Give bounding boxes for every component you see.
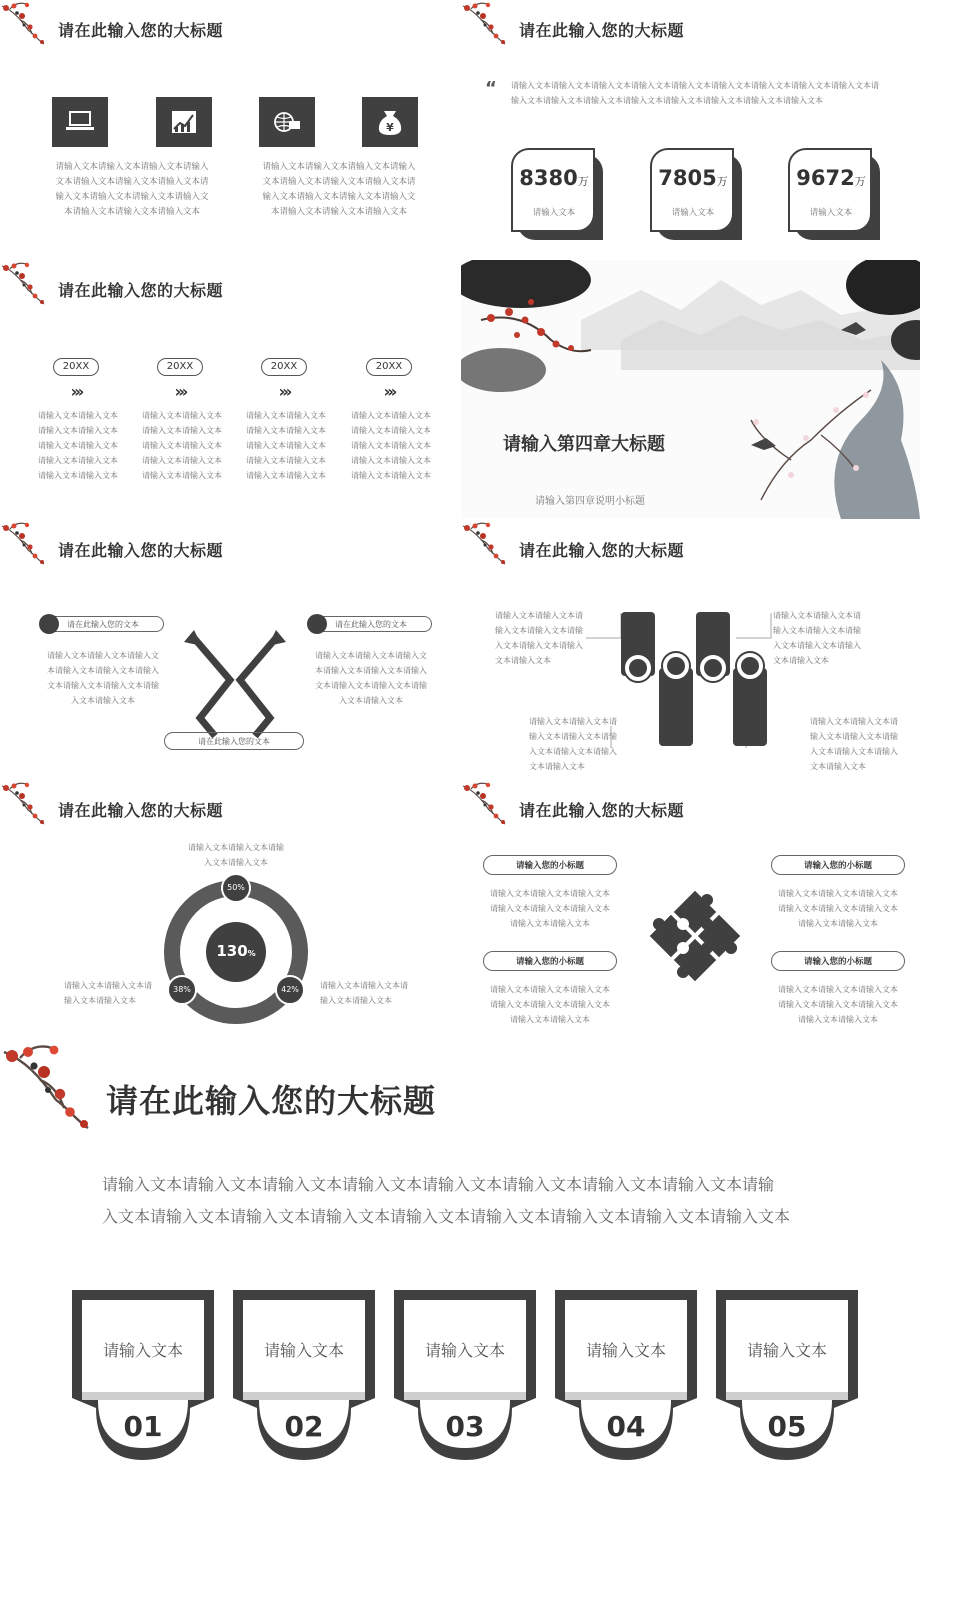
- crossing-arrows-graphic: [180, 628, 290, 738]
- quote-text: 请输入文本请输入文本请输入文本请输入文本请输入文本请输入文本请输入文本请输入文本请输入文本请输入文本请输入文本请输入文本请输入文本请输入文本请输入文本请输入文本请输入文本: [511, 81, 879, 105]
- stat-unit: 万: [577, 175, 589, 188]
- body-text-left: 请输入文本请输入文本请输入文本请输入文本请输入文本请输入文本请输入文本请输入文本请输入文本请输入文本: [47, 651, 159, 705]
- plum-blossom-decoration: [0, 780, 56, 830]
- text-bottom-left: 请输入文本请输入文本请输入文本请输入文本请输入文本请输入文本请输入文本请输入文本: [529, 717, 617, 771]
- card-number: 04: [606, 1410, 646, 1443]
- card-number: 01: [123, 1410, 163, 1443]
- bars-connector-graphic: [581, 608, 781, 758]
- money-bag-icon: [362, 97, 418, 147]
- numbered-card: [553, 1288, 699, 1468]
- label-text: 请在此输入您的文本: [335, 620, 407, 629]
- slide-title: 请在此输入您的大标题: [58, 541, 224, 560]
- timeline-text: 请输入文本请输入文本请输入文本请输入文本请输入文本请输入文本请输入文本请输入文本请输入文本请输入文本: [246, 411, 326, 480]
- user-icon: [307, 614, 327, 634]
- globe-screen-icon: [259, 97, 315, 147]
- label-pill-right: [308, 616, 432, 632]
- plum-blossom-decoration: [0, 260, 56, 310]
- numbered-card: [392, 1288, 538, 1468]
- body-text: 请输入文本请输入文本请输入文本请输入文本请输入文本请输入文本请输入文本请输入文本: [490, 889, 610, 928]
- slide-5: [0, 520, 459, 779]
- body-text-right: 请输入文本请输入文本请输入文本请输入文本请输入文本请输入文本请输入文本请输入文本请输入文本请输入文本: [315, 651, 427, 705]
- quote-mark-icon: “: [485, 78, 497, 99]
- plum-blossom-decoration: [0, 520, 56, 570]
- center-unit: %: [247, 949, 256, 958]
- slide-title: 请在此输入您的大标题: [106, 1082, 437, 1120]
- text-top-right: 请输入文本请输入文本请输入文本请输入文本请输入文本请输入文本请输入文本请输入文本: [773, 611, 861, 665]
- svg-text:¥: ¥: [386, 121, 394, 134]
- center-value: [206, 942, 266, 960]
- card-label: 请输入文本: [263, 1341, 344, 1360]
- card-number: 05: [767, 1410, 807, 1443]
- body-text-left: 请输入文本请输入文本请输入文本请输入文本请输入文本请输入文本请输入文本请输入文本请输入文本请输入文本请输入文本请输入文本请输入文本请输入文本: [55, 162, 209, 217]
- search-icon: [39, 614, 59, 634]
- label-pill-left: [40, 616, 164, 632]
- card-label: 请输入文本: [746, 1341, 827, 1360]
- stat-value: 7805: [658, 166, 717, 190]
- timeline-text: 请输入文本请输入文本请输入文本请输入文本请输入文本请输入文本请输入文本请输入文本请输入文本请输入文本: [351, 411, 431, 480]
- stat-card: [511, 148, 601, 238]
- body-line-1: 请输入文本请输入文本请输入文本请输入文本请输入文本请输入文本请输入文本请输入文本请输: [102, 1175, 775, 1194]
- body-text: 请输入文本请输入文本请输入文本请输入文本请输入文本请输入文本请输入文本请输入文本: [778, 985, 898, 1024]
- text-right: 请输入文本请输入文本请输入文本请输入文本: [320, 981, 408, 1005]
- body-line-2: 入文本请输入文本请输入文本请输入文本请输入文本请输入文本请输入文本请输入文本请输入文本: [102, 1207, 791, 1226]
- text-top: 请输入文本请输入文本请输入文本请输入文本: [188, 843, 284, 867]
- subtitle-pill: 请输入您的小标题: [483, 951, 617, 971]
- timeline-text: 请输入文本请输入文本请输入文本请输入文本请输入文本请输入文本请输入文本请输入文本请输入文本请输入文本: [38, 411, 118, 480]
- slide-title: 请在此输入您的大标题: [519, 541, 685, 560]
- numbered-card: [70, 1288, 216, 1468]
- card-label: 请输入文本: [424, 1341, 505, 1360]
- arrows-icon: ›››: [70, 382, 82, 401]
- slide-1: [0, 0, 459, 259]
- slide-title: 请在此输入您的大标题: [519, 21, 685, 40]
- label-pill-bottom: 请在此输入您的文本: [164, 732, 304, 750]
- subtitle-pill: 请输入您的小标题: [771, 855, 905, 875]
- body-text: 请输入文本请输入文本请输入文本请输入文本请输入文本请输入文本请输入文本请输入文本: [490, 985, 610, 1024]
- arrows-icon: ›››: [174, 382, 186, 401]
- slide-title: 请在此输入您的大标题: [519, 801, 685, 820]
- card-number: 03: [445, 1410, 485, 1443]
- plum-blossom-decoration: [0, 1040, 100, 1140]
- arrows-icon: ›››: [278, 382, 290, 401]
- slide-7: [0, 780, 459, 1039]
- text-top-left: 请输入文本请输入文本请输入文本请输入文本请输入文本请输入文本请输入文本请输入文本: [495, 611, 583, 665]
- slide-title: 请在此输入您的大标题: [58, 801, 224, 820]
- slide-2: [461, 0, 920, 259]
- text-bottom-right: 请输入文本请输入文本请输入文本请输入文本请输入文本请输入文本请输入文本请输入文本: [810, 717, 898, 771]
- puzzle-icon: [633, 874, 757, 998]
- body-text-right: 请输入文本请输入文本请输入文本请输入文本请输入文本请输入文本请输入文本请输入文本请输入文本请输入文本请输入文本请输入文本请输入文本请输入文本: [262, 162, 416, 217]
- year-badge: 20XX: [366, 358, 412, 376]
- pct-left: 38%: [173, 985, 191, 994]
- slide-3: [0, 260, 459, 519]
- slide-8: [461, 780, 920, 1039]
- year-badge: 20XX: [157, 358, 203, 376]
- plum-blossom-decoration: [461, 520, 517, 570]
- slide-4-chapter-cover: [461, 260, 920, 519]
- stat-card: [788, 148, 878, 238]
- ink-painting-illustration: [461, 260, 920, 519]
- arrows-icon: ›››: [383, 382, 395, 401]
- card-label: 请输入文本: [585, 1341, 666, 1360]
- laptop-icon: [52, 97, 108, 147]
- slide-6: [461, 520, 920, 779]
- stat-label: 请输入文本: [809, 208, 853, 218]
- chapter-title: 请输入第四章大标题: [503, 434, 665, 455]
- slide-9: [0, 1040, 960, 1620]
- timeline-text: 请输入文本请输入文本请输入文本请输入文本请输入文本请输入文本请输入文本请输入文本请输入文本请输入文本: [142, 411, 222, 480]
- label-text: 请在此输入您的文本: [67, 620, 139, 629]
- subtitle-pill: 请输入您的小标题: [771, 951, 905, 971]
- pct-right: 42%: [281, 985, 299, 994]
- stat-value: 9672: [796, 166, 855, 190]
- stat-unit: 万: [716, 175, 728, 188]
- chart-icon: [156, 97, 212, 147]
- plum-blossom-decoration: [0, 0, 56, 50]
- pct-top: 50%: [227, 883, 245, 892]
- slide-title: 请在此输入您的大标题: [58, 21, 224, 40]
- numbered-card: [231, 1288, 377, 1468]
- stat-label: 请输入文本: [671, 208, 715, 218]
- body-text: 请输入文本请输入文本请输入文本请输入文本请输入文本请输入文本请输入文本请输入文本: [778, 889, 898, 928]
- year-badge: 20XX: [261, 358, 307, 376]
- chapter-subtitle: 请输入第四章说明小标题: [535, 496, 645, 507]
- year-badge: 20XX: [53, 358, 99, 376]
- plum-blossom-decoration: [461, 780, 517, 830]
- numbered-card: [714, 1288, 860, 1468]
- stat-card: [650, 148, 740, 238]
- stat-label: 请输入文本: [532, 208, 576, 218]
- card-number: 02: [284, 1410, 324, 1443]
- text-left: 请输入文本请输入文本请输入文本请输入文本: [64, 981, 152, 1005]
- slide-title: 请在此输入您的大标题: [58, 281, 224, 300]
- plum-blossom-decoration: [461, 0, 517, 50]
- center-number: 130: [216, 942, 248, 960]
- stat-unit: 万: [854, 175, 866, 188]
- stat-value: 8380: [519, 166, 578, 190]
- subtitle-pill: 请输入您的小标题: [483, 855, 617, 875]
- card-label: 请输入文本: [102, 1341, 183, 1360]
